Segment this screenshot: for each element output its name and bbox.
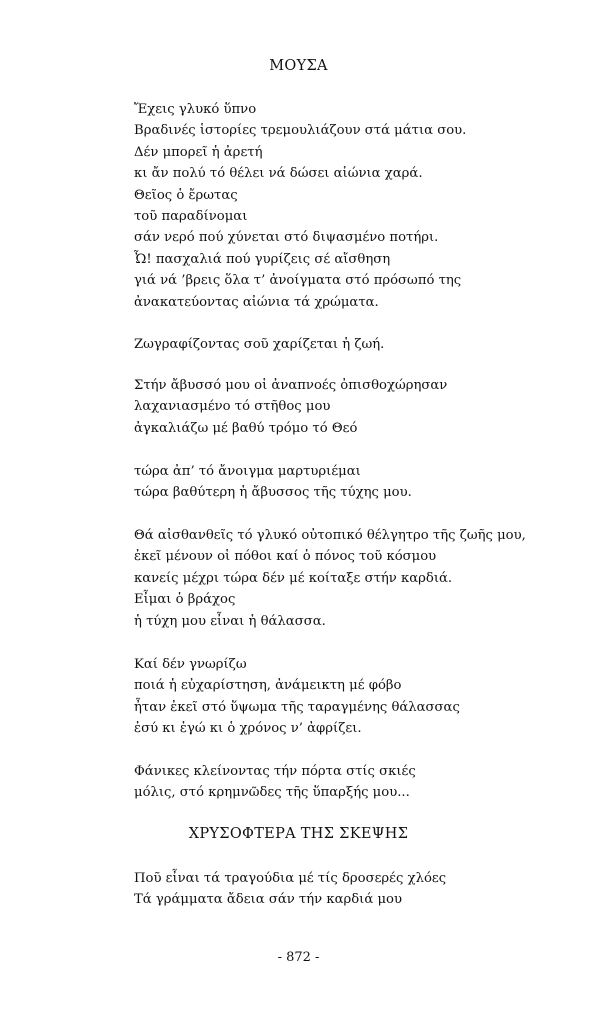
verse-line: ἀνακατεύοντας αἰώνια τά χρώματα. <box>134 294 379 310</box>
verse-line: Ζωγραφίζοντας σοῦ χαρίζεται ἡ ζωή. <box>134 337 385 352</box>
stanza-6 <box>134 654 460 740</box>
verse-line: τοῦ παραδίνομαι <box>134 208 248 224</box>
verse-line: Φάνικες κλείνοντας τήν πόρτα στίς σκιές <box>134 764 416 779</box>
poem-title: ΜΟΥΣΑ <box>269 58 328 74</box>
verse-line: λαχανιασμένο τό στῆθος μου <box>134 399 331 415</box>
verse-line: Βραδινές ἱστορίες τρεμουλιάζουν στά μάτια σου. <box>134 123 467 139</box>
stanza-3 <box>134 375 447 439</box>
verse-line: μόλις, στό κρημνῶδες τῆς ὕπαρξής μου... <box>134 785 410 801</box>
verse-line: σάν νερό πού χύνεται στό διψασμένο ποτήρι. <box>134 230 439 246</box>
stanza-1 <box>134 868 446 911</box>
verse-line: ἀγκαλιάζω μέ βαθύ τρόμο τό Θεό <box>134 420 358 436</box>
poem-title: ΧΡΥΣΟΦΤΕΡΑ ΤΗΣ ΣΚΕΨΗΣ <box>188 826 409 842</box>
verse-line: ἐκεῖ μένουν οἱ πόθοι καί ὁ πόνος τοῦ κόσμου <box>134 549 437 565</box>
page-number: - 872 - <box>277 950 320 965</box>
verse-line: Θά αἰσθανθεῖς τό γλυκό οὐτοπικό θέλγητρο τῆς ζωῆς μου, <box>134 528 526 543</box>
stanza-5 <box>134 525 526 632</box>
verse-line: ἡ τύχη μου εἶναι ἡ θάλασσα. <box>134 613 326 629</box>
verse-line: Καί δέν γνωρίζω <box>134 657 247 672</box>
verse-line: Τά γράμματα ἄδεια σάν τήν καρδιά μου <box>134 892 402 908</box>
verse-line: Θεῖος ὁ ἔρωτας <box>134 187 238 203</box>
verse-line: Ποῦ εἶναι τά τραγούδια μέ τίς δροσερές χλόες <box>134 871 447 886</box>
verse-line: ποιά ἡ εὐχαρίστηση, ἀνάμεικτη μέ φόβο <box>134 678 402 694</box>
verse-line: Εἶμαι ὁ βράχος <box>134 592 236 608</box>
verse-line: τώρα ἀπ’ τό ἄνοιγμα μαρτυριέμαι <box>134 464 361 479</box>
verse-line: κανείς μέχρι τώρα δέν μέ κοίταξε στήν καρδιά. <box>134 570 453 586</box>
verse-line: γιά νά ’βρεις ὅλα τ’ ἀνοίγματα στό πρόσωπό της <box>134 273 462 289</box>
verse-line: Ἔχεις γλυκό ὕπνο <box>134 102 257 117</box>
verse-line: ἐσύ κι ἐγώ κι ὁ χρόνος ν’ ἀφρίζει. <box>134 721 362 737</box>
verse-line: ἦταν ἐκεῖ στό ὕψωμα τῆς ταραγμένης θάλασσας <box>134 699 460 715</box>
verse-line: Στήν ἄβυσσό μου οἱ ἀναπνοές ὀπισθοχώρησαν <box>134 378 448 393</box>
verse-line: Δέν μπορεῖ ἡ ἀρετή <box>134 144 263 160</box>
stanza-4 <box>134 461 412 504</box>
stanza-7 <box>134 761 416 804</box>
stanza-2 <box>134 334 384 355</box>
verse-line: τώρα βαθύτερη ἡ ἄβυσσος τῆς τύχης μου. <box>134 485 412 501</box>
verse-line: Ὦ! πασχαλιά πού γυρίζεις σέ αἴσθηση <box>134 251 391 267</box>
verse-line: κι ἄν πολύ τό θέλει νά δώσει αἰώνια χαρά. <box>134 166 423 182</box>
stanza-1 <box>134 99 466 313</box>
